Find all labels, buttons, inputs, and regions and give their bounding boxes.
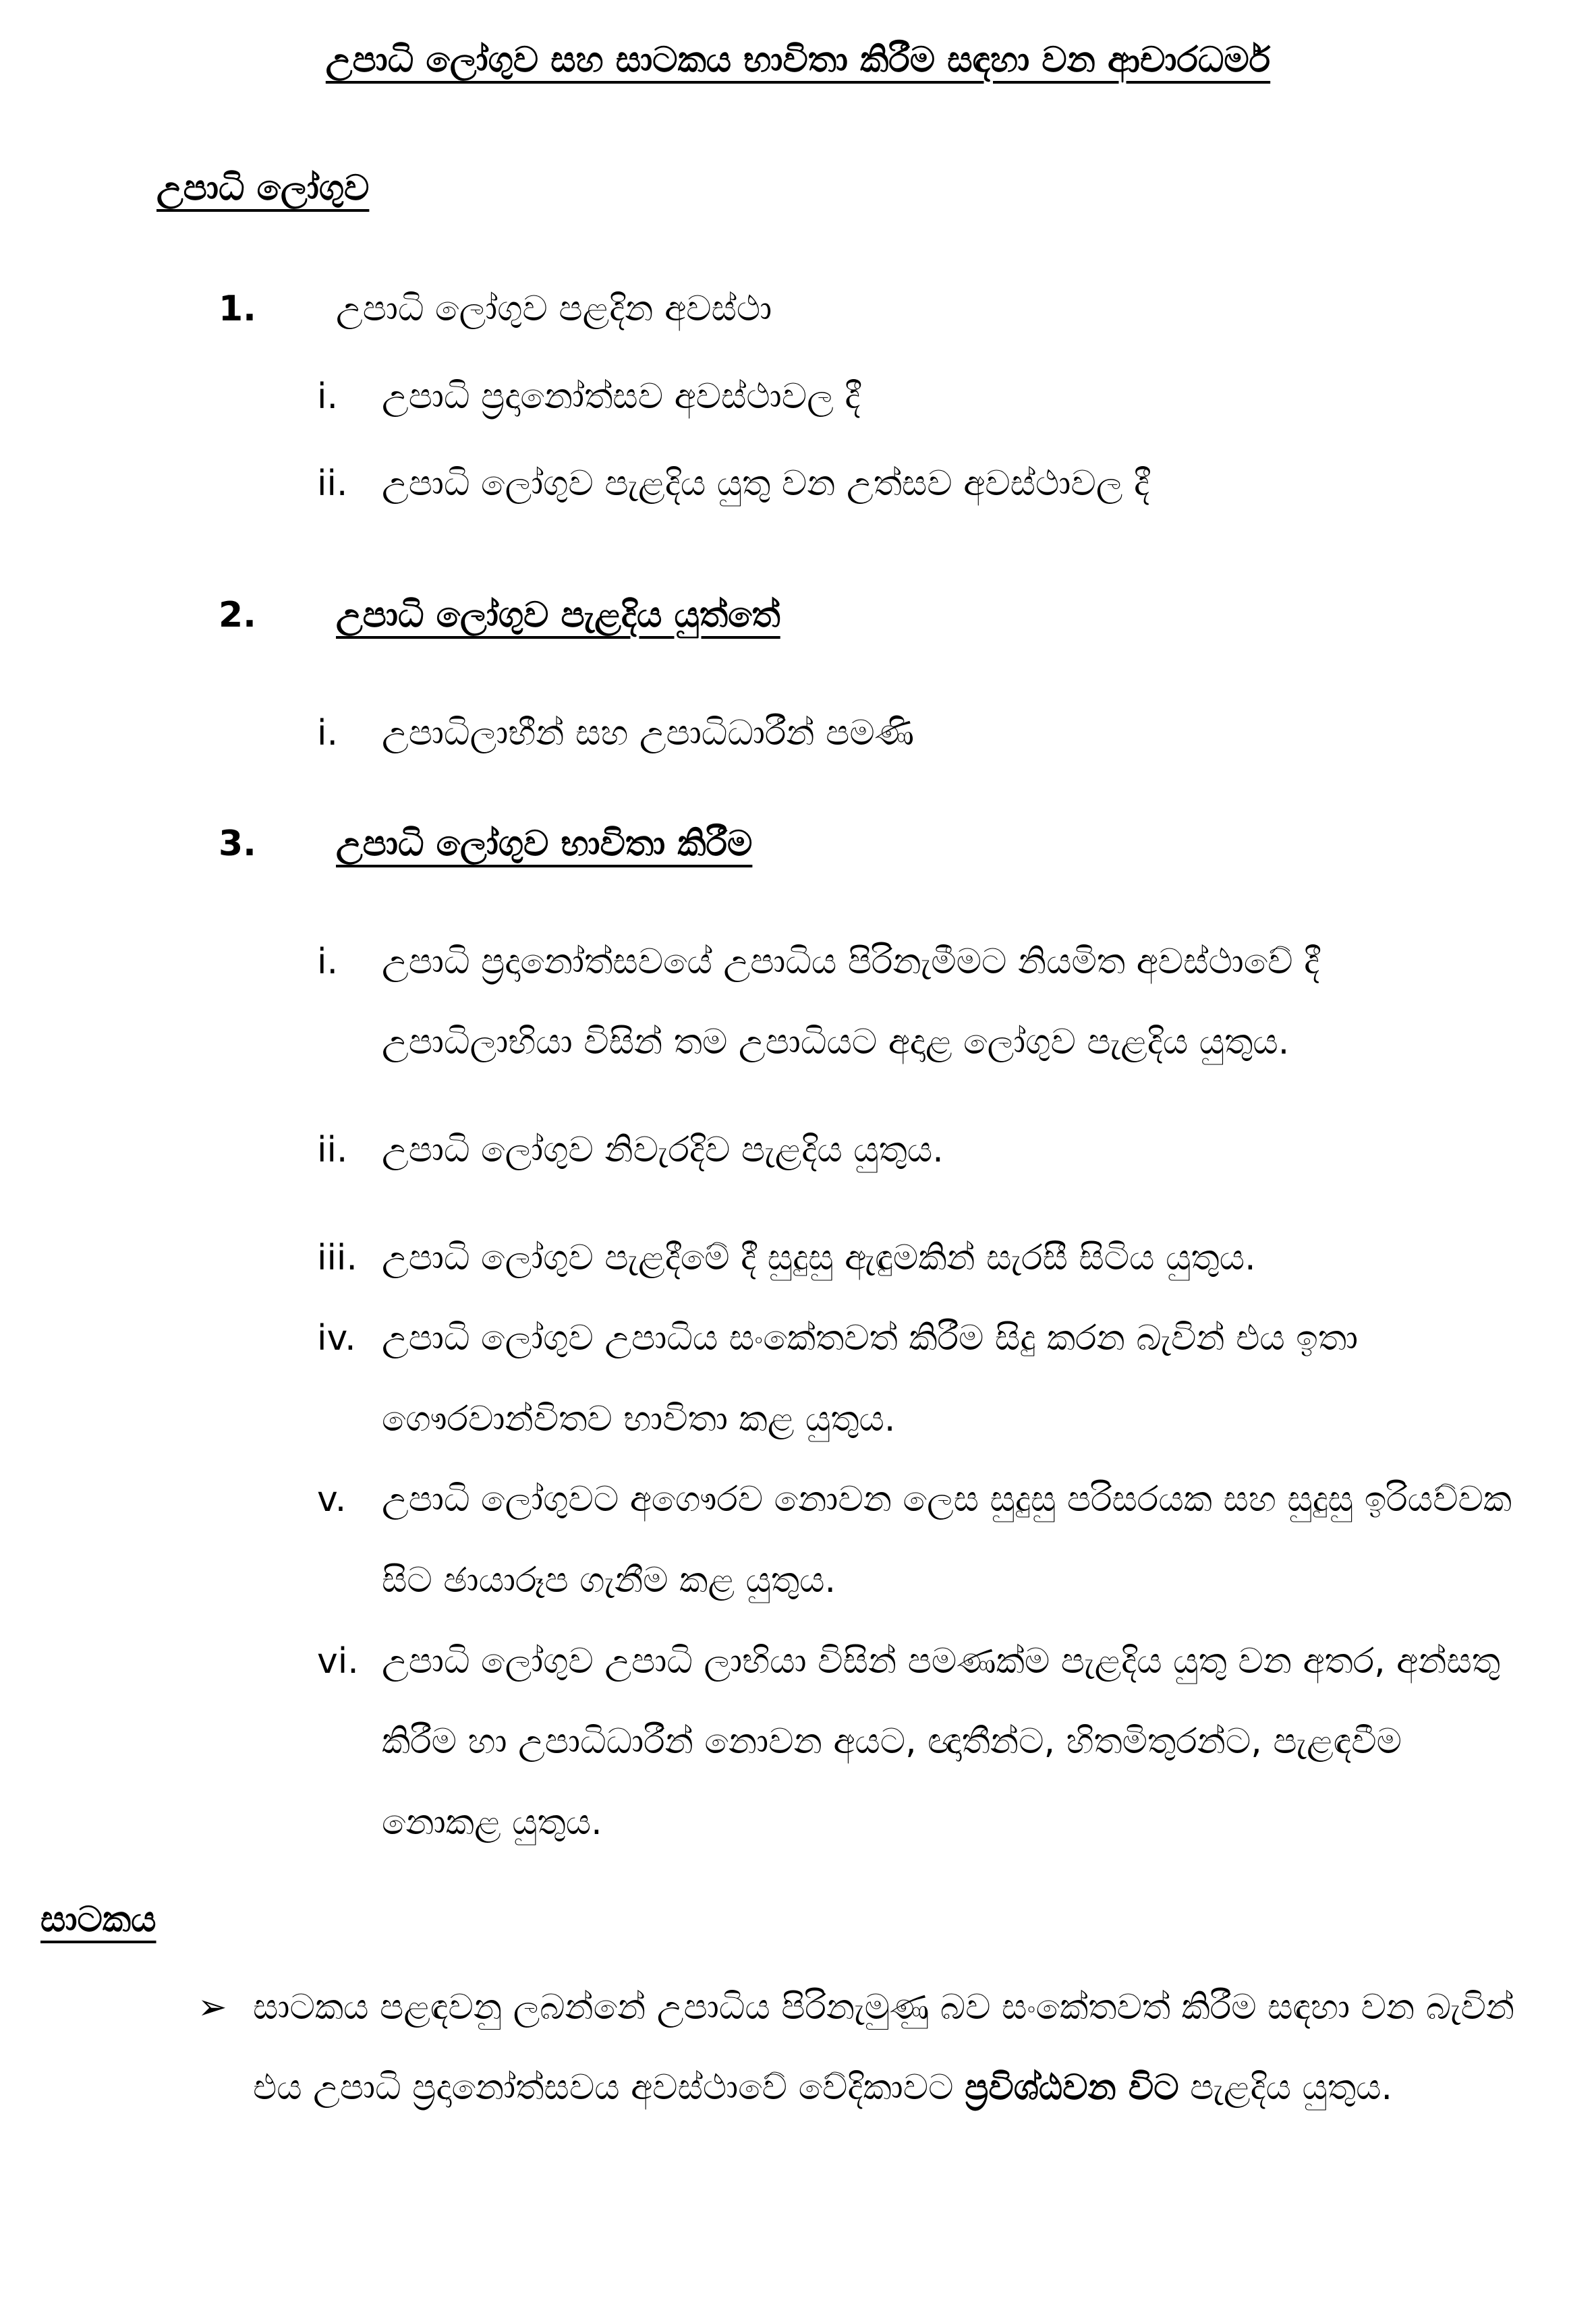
sash-section-heading: [40, 1880, 1596, 1961]
list-item-2-text-inner: උපාධි ලෝගුව පැළදිය යුත්තේ: [336, 594, 780, 635]
gown-section-heading: [156, 148, 1596, 229]
list-item-3-number: 3.: [219, 824, 256, 865]
list-item-2: [0, 575, 1596, 656]
sub-item-text: උපාධි ලෝගුව පැළදිය යුතු වන උත්සව අවස්ථාවල දී: [382, 463, 1150, 505]
sub-item-numeral: iv.: [317, 1318, 356, 1359]
sub-item-numeral: i.: [317, 712, 338, 753]
sash-text-before-bold: සාටකය පළඳවනු ලබන්නේ උපාධිය පිරිනැමුණු බව සංකේතවත් කිරීම සඳහා වන බැවින් එය උපාධි ප්‍රදානෝත්සවය අවස්ථාවේ වේදිකාවට: [253, 1986, 1515, 2109]
sub-item-numeral: ii.: [317, 1129, 348, 1170]
sub-item-numeral: i.: [317, 941, 338, 982]
sash-section-heading-text: සාටකය: [40, 1899, 156, 1941]
list-item-1-number: 1.: [219, 289, 256, 330]
sub-item-text: උපාධි ලෝගුවට අගෞරව නොවන ලෙස සුදුසු පරිසරයක සහ සුදුසු ඉරියව්වක සිට ඡායාරූප ගැනීම කළ යුතුය.: [382, 1479, 1512, 1601]
list-item-3-sub-i: [0, 922, 1596, 1083]
list-item-3-sub-ii: [0, 1110, 1596, 1191]
sub-item-text: උපාධි ලෝගුව නිවැරදිව පැළදිය යුතුය.: [382, 1129, 944, 1170]
list-item-3-text-inner: උපාධි ලෝගුව භාවිතා කිරීම: [336, 824, 753, 865]
sash-bullet-text: [253, 1968, 1538, 2129]
list-item-1-sub-ii: [0, 444, 1596, 525]
document-title-text: උපාධි ලෝගුව සහ සාටකය භාවිතා කිරීම සඳහා වන ආචාරධර්ම: [325, 40, 1271, 80]
sub-item-numeral: i.: [317, 376, 338, 417]
sub-item-text: උපාධි ප්‍රදානෝත්සව අවස්ථාවල දී: [382, 376, 861, 417]
list-item-3-sub-v: [0, 1460, 1596, 1621]
list-item-2-number: 2.: [219, 594, 256, 635]
sash-text-after-bold: පැළදිය යුතුය.: [1178, 2067, 1393, 2109]
gown-section-heading-text: උපාධි ලෝගුව: [156, 167, 370, 208]
list-item-3: [0, 804, 1596, 885]
sub-item-numeral: iii.: [317, 1237, 358, 1278]
sash-bullet-item: [0, 1968, 1596, 2129]
list-item-1: [0, 269, 1596, 350]
list-item-1-sub-i: [0, 357, 1596, 438]
sub-item-text: උපාධි ලෝගුව උපාධි ලාභියා විසින් පමණක්ම පැළදිය යුතු වන අතර, අන්සතු කිරීම හා උපාධිධාරීන් නොවන අයට, ඥාතීන්ට, හිතමිතුරන්ට, පැළඳවීම නොකළ යුතුය.: [382, 1640, 1501, 1843]
list-item-3-sub-iv: [0, 1298, 1596, 1460]
list-item-3-sub-iii: [0, 1218, 1596, 1299]
arrow-bullet-icon: ➢: [198, 1986, 227, 2028]
list-item-1-text: උපාධි ලෝගුව පළදින අවස්ථා: [336, 289, 772, 330]
list-item-3-text: [336, 804, 1596, 885]
list-item-3-sub-vi: [0, 1622, 1596, 1864]
sub-item-numeral: vi.: [317, 1640, 359, 1682]
sash-text-bold: ප්‍රවිශ්ඨවන විට: [965, 2067, 1179, 2109]
sub-item-numeral: ii.: [317, 463, 348, 505]
document-title: [0, 20, 1596, 101]
sub-item-text: උපාධි ලෝගුව උපාධිය සංකේතවත් කිරීම සිදු කරන බැවින් එය ඉතා ගෞරවාන්විතව භාවිතා කළ යුතුය.: [382, 1318, 1359, 1439]
sub-item-text: උපාධි ප්‍රදානෝත්සවයේ උපාධිය පිරිනැමීමට නියමිත අවස්ථාවේ දී උපාධිලාභියා විසින් තම උපාධියට අදාළ ලෝගුව පැළදිය යුතුය.: [382, 941, 1320, 1063]
sub-item-text: උපාධිලාභීන් සහ උපාධිධාරීන් පමණි: [382, 712, 915, 753]
sub-item-text: උපාධි ලෝගුව පැළදීමේ දී සුදුසු ඇඳුමකින් සැරසී සිටිය යුතුය.: [382, 1237, 1256, 1278]
sub-item-numeral: v.: [317, 1479, 347, 1520]
list-item-2-text: [336, 575, 1596, 656]
list-item-2-sub-i: [0, 693, 1596, 774]
